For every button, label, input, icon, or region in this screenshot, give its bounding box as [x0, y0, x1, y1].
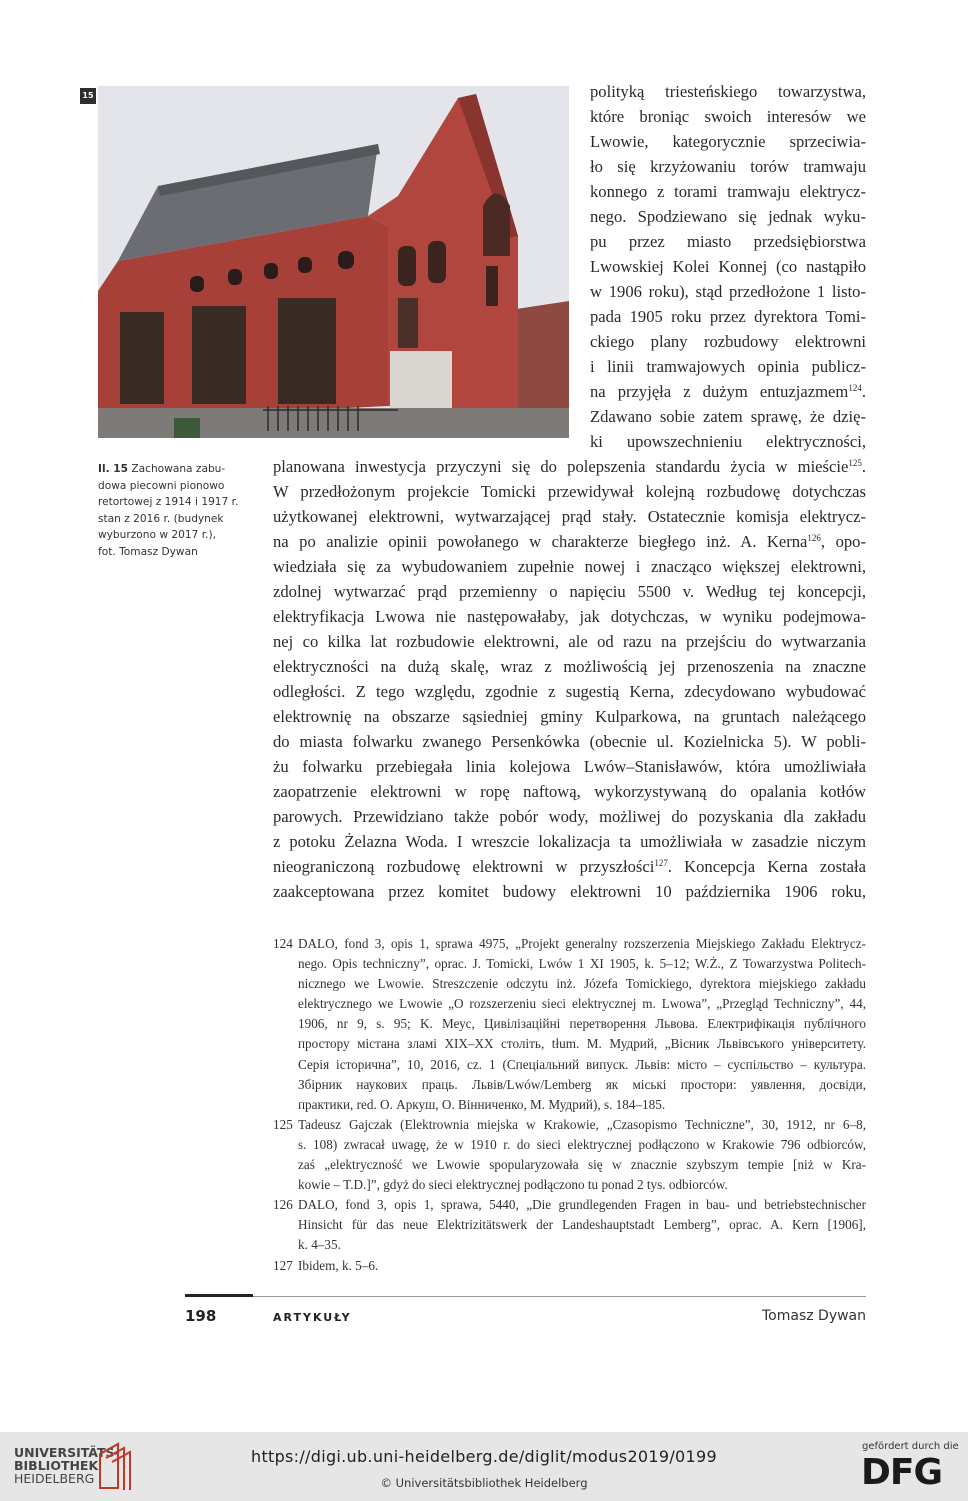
footnote-126: [273, 1195, 866, 1255]
text-segment: na przyjęła z dużym entuzjazmem: [590, 382, 849, 401]
brick-building-illustration: [98, 86, 569, 438]
viewer-bottom-bar: [0, 1432, 968, 1501]
caption-line: retortowej z 1914 i 1917 r.: [98, 496, 239, 508]
text-segment: na po analizie opinii powołanego w charakterze biegłego inż. A. Kerna: [273, 532, 808, 551]
text-line: polityką triesteńskiego towarzystwa,: [590, 82, 866, 101]
footnote-line: Tadeusz Gajczak (Elektrownia miejska w Krakowie, „Czasopismo Techniczne”, 30, 1912, nr 6–8,: [298, 1116, 866, 1132]
footnote-line: Hinsicht für das neue Elektrizitätswerk der Landeshauptstadt Lemberg”, oprac. A. Kern [1906],: [298, 1217, 866, 1233]
footnote-127: [273, 1256, 866, 1276]
footnote-line: 1906, nr 9, s. 95; K. Меус, Цивілізаційні перетворення Львова. Електрифікація публічного: [298, 1016, 866, 1032]
footnote-number: 124: [273, 936, 293, 951]
text-line: nej co kilka lat rozbudowie elektrowni, ale od razu na przejściu do wytwarzania: [273, 632, 866, 651]
text-line: elektrownię na obszarze sąsiedniej gminy Kulparkowa, na gruntach należącego: [273, 707, 866, 726]
text-line: ło się krzyżowaniu torów tramwaju: [590, 157, 866, 176]
figure-number-badge: 15: [80, 88, 96, 104]
footnote-line: k. 4–35.: [298, 1237, 341, 1253]
logo-line: BIBLIOTHEK: [14, 1458, 99, 1473]
text-line: użytkowanej elektrowni, wytwarzającej prąd stały. Ostatecznie komisja elektrycz-: [273, 507, 866, 526]
text-line: nego. Spodziewano się jednak wyku-: [590, 207, 866, 226]
text-line: [273, 854, 866, 879]
section-name: ARTYKUŁY: [273, 1311, 352, 1324]
text-segment: planowana inwestycja przyczyni się do polepszenia standardu życia w mieście: [273, 457, 849, 476]
text-line: do miasta folwarku zwanego Persenkówka (obecnie ul. Kozielnicka 5). W pobli-: [273, 732, 866, 751]
footnote-line: практики, red. О. Аркуш, О. Вінниченко, М. Мудрий), s. 184–185.: [298, 1096, 666, 1112]
footnote-line: nicznego we Lwowie. Streszczenie odczytu inż. Józefa Tomickiego, dyrektora miejskiego zakładu: [298, 976, 866, 992]
text-line: konnego z torami tramwaju elektrycz-: [590, 182, 866, 201]
footnote-ref: 126: [807, 533, 821, 543]
body-text-main: [273, 454, 866, 904]
footnote-line: Ibidem, k. 5–6.: [298, 1257, 379, 1273]
footnote-line: s. 108) zwracał uwagę, że w 1910 r. do sieci elektrycznej podłączono w Krakowie 796 odbiorców,: [298, 1136, 866, 1152]
text-line: na przyjęła z dużym entuzjazmem$^{124}$.: [590, 382, 866, 401]
footer-rule: [185, 1296, 866, 1297]
footnote-125: [273, 1115, 866, 1195]
text-line: zdolnej wytwarzać prąd przemienny o napięciu 5500 v. Według tej koncepcji,: [273, 582, 866, 601]
text-line: żu folwarku przebiegała linia kolejowa Lwów–Stanisławów, która umożliwiała: [273, 757, 866, 776]
caption-line: stan z 2016 r. (budynek: [98, 512, 224, 525]
footnotes: [273, 934, 866, 1276]
text-line: z potoku Żelazna Woda. I wreszcie lokalizacja ta umożliwiała w zasadzie niczym: [273, 832, 866, 851]
text-line: pada 1905 roku przez dyrektora Tomi-: [590, 307, 866, 326]
footnote-line: DALO, fond 3, opis 1, sprawa, 5440, „Die grundlegenden Fragen in bau- und betriebstechnischer: [298, 1197, 866, 1213]
footnote-line: kowie – T.D.]”, gdyż do sieci elektrycznej podłączono tu ponad 2 tys. odbiorców.: [298, 1177, 728, 1193]
text-line: które broniąc swoich interesów we: [590, 107, 866, 126]
footnote-line: DALO, fond 3, opis 1, sprawa 4975, „Projekt generalny rozszerzenia Miejskiego Zakładu Elektrycz-: [298, 936, 866, 951]
footnote-number: 126: [273, 1197, 293, 1213]
text-line: Zdawano sobie zatem sprawę, że dzię-: [590, 407, 866, 426]
text-line: Lwowskiej Kolei Konnej (co nastąpiło: [590, 257, 866, 276]
figure-caption: [98, 461, 248, 560]
text-line: ckiego plany rozbudowy elektrowni: [590, 332, 866, 351]
footnote-ref: 124: [848, 383, 862, 393]
text-line: elektryczności na dużą skalę, wraz z możliwością jej przenoszenia na znaczne: [273, 657, 866, 676]
text-line: i linii tramwajowych opinia publicz-: [590, 357, 866, 376]
text-line: ki upowszechnieniu elektryczności,: [590, 432, 866, 451]
footnote-line: Збірник наукових праць. Львів/Lwów/Lemberg як міські простори: уявлення, досвіди,: [298, 1076, 866, 1092]
footnote-line: elektrycznego we Lwowie „O rozszerzeniu sieci elektrycznej m. Lwowa”, „Przegląd Techniczny”, 44,: [298, 996, 866, 1012]
footnote-line: zaś „elektryczność we Lwowie spopularyzowała się w znacznie szybszym tempie [niż w Kra-: [298, 1157, 866, 1173]
text-line: [273, 529, 866, 554]
text-segment: nieograniczoną rozbudowę elektrowni w przyszłości: [273, 857, 655, 876]
text-line: odległości. Z tego względu, zgodnie z sugestią Kerna, zdecydowano wybudować: [273, 682, 866, 701]
footnote-line: Серія історична”, 10, 2016, cz. 1 (Спеціальний випуск. Львів: місто – суспільство – культура.: [298, 1056, 866, 1072]
caption-line: Zachowana zabu-: [128, 463, 226, 475]
footnote-ref: 127: [654, 858, 668, 868]
text-line: w 1906 roku), stąd przedłożone 1 listo-: [590, 282, 866, 301]
page-number: 198: [185, 1307, 217, 1325]
text-line: wiedziała się za wybudowaniem zupełnie nowej i znacząco większej elektrowni,: [273, 557, 866, 576]
footnote-line: nego. Opis techniczny”, oprac. J. Tomicki, Lwów 1 XI 1905, k. 5–12; W.Ż., Z Towarzystwa Politech-: [298, 956, 866, 972]
logo-line: UNIVERSITÄTS-: [14, 1445, 120, 1460]
text-line: Lwowie, kategorycznie sprzeciwia-: [590, 132, 866, 151]
footnote-ref: 125: [848, 458, 862, 468]
dfg-logo[interactable]: DFG: [861, 1452, 943, 1493]
text-line: pu przez miasto przedsiębiorstwa: [590, 232, 866, 251]
footer-rule-accent: [185, 1294, 253, 1297]
text-segment: . Koncepcja Kerna została: [667, 857, 866, 876]
body-text-wrapped: [590, 79, 866, 454]
author-name: Tomasz Dywan: [761, 1308, 866, 1324]
text-line: W przedłożonym projekcie Tomicki przewidywał kolejną rozbudowę dotychczas: [273, 482, 866, 501]
footnote-124: [273, 934, 866, 1115]
text-line: planowana inwestycja przyczyni się do polepszenia standardu życia w mieście$^{125}$.: [273, 457, 866, 476]
building-photo: [98, 86, 569, 438]
caption-label: Il. 15: [98, 463, 129, 475]
logo-line: HEIDELBERG: [14, 1471, 95, 1486]
dfg-label: gefördert durch die: [862, 1441, 959, 1452]
text-line: zaopatrzenie elektrowni w ropę naftową, wykorzystywaną do opalania kotłów: [273, 782, 866, 801]
text-line: parowych. Przewidziano także pobór wody, możliwej do pozyskania dla zakładu: [273, 807, 866, 826]
copyright-text: © Universitätsbibliothek Heidelberg: [380, 1476, 588, 1490]
text-line: zaakceptowana przez komitet budowy elektrowni 10 października 1906 roku,: [273, 882, 866, 901]
footnote-number: 125: [273, 1116, 293, 1132]
document-url[interactable]: https://digi.ub.uni-heidelberg.de/diglit/modus2019/0199: [251, 1447, 717, 1466]
footnote-line: простору містана зламі XIX–XX століть, tłum. М. Мудрий, „Вісник Львівського університету.: [298, 1036, 866, 1052]
caption-line: dowa piecowni pionowo: [98, 479, 225, 492]
text-line: elektryfikacja Lwowa nie następowałaby, jak dotychczas, w wyniku podejmowa-: [273, 607, 866, 626]
footnote-number: 127: [273, 1257, 293, 1273]
caption-line: fot. Tomasz Dywan: [98, 545, 198, 558]
caption-line: wyburzono w 2017 r.),: [98, 529, 216, 541]
text-segment: , opo-: [820, 532, 866, 551]
